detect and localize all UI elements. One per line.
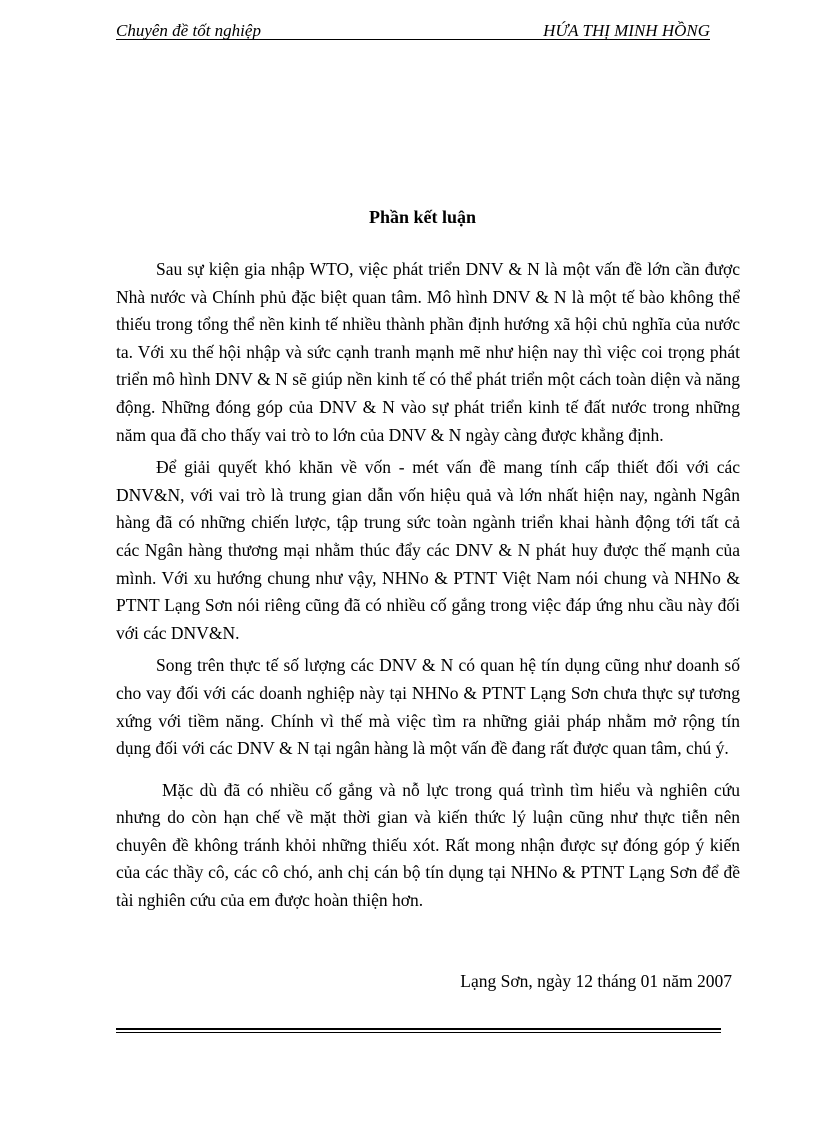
header-divider: [116, 39, 710, 40]
header-document-type: Chuyên đề tốt nghiệp: [116, 21, 261, 40]
paragraph-4: Mặc dù đã có nhiều cố gắng và nỗ lực trong quá trình tìm hiểu và nghiên cứu nhưng do còn hạn chế về mặt thời gian và kiến thức lý luận cũng như thực tiễn nên chuyên đề không tránh khỏi những thiếu xót. Rất mong nhận được sự đóng góp ý kiến của các thầy cô, các cô chó, anh chị cán bộ tín dụng tại NHNo & PTNT Lạng Sơn để đề tài nghiên cứu của em được hoàn thiện hơn.: [116, 779, 740, 911]
footer-divider: [116, 1028, 721, 1033]
paragraph-3: Song trên thực tế số lượng các DNV & N có quan hệ tín dụng cũng như doanh số cho vay đối với các doanh nghiệp này tại NHNo & PTNT Lạng Sơn chưa thực sự tương xứng với tiềm năng. Chính vì thế mà việc tìm ra những giải pháp nhằm mở rộng tín dụng đối với các DNV & N tại ngân hàng là một vấn đề đang rất được quan tâm, chú ý.: [116, 655, 740, 759]
conclusion-body: [116, 256, 740, 920]
paragraph-1: Sau sự kiện gia nhập WTO, việc phát triển DNV & N là một vấn đề lớn cần được Nhà nước và Chính phủ đặc biệt quan tâm. Mô hình DNV & N là một tế bào không thể thiếu trong tổng thể nền kinh tế nhiều thành phần định hướng xã hội chủ nghĩa của nước ta. Với xu thế hội nhập và sức cạnh tranh mạnh mẽ như hiện nay thì việc coi trọng phát triển mô hình DNV & N sẽ giúp nền kinh tế có thể phát triển một cách toàn diện và năng động. Những đóng góp của DNV & N vào sự phát triển kinh tế đất nước trong những năm qua đã cho thấy vai trò to lớn của DNV & N ngày càng được khẳng định.: [116, 259, 740, 445]
section-title: Phần kết luận: [368, 207, 477, 227]
place-date-line: Lạng Sơn, ngày 12 tháng 01 năm 2007: [460, 971, 732, 991]
header-author-name: HỨA THỊ MINH HỒNG: [543, 21, 710, 40]
paragraph-2: Để giải quyết khó khăn về vốn - mét vấn đề mang tính cấp thiết đối với các DNV&N, với vai trò là trung gian dẫn vốn hiệu quả và lớn nhất hiện nay, ngành Ngân hàng đã có những chiến lược, tập trung sức toàn ngành triển khai hành động tới tất cả các Ngân hàng thương mại nhằm thúc đẩy các DNV & N phát huy được thế mạnh của mình. Với xu hướng chung như vậy, NHNo & PTNT Việt Nam nói chung và NHNo & PTNT Lạng Sơn nói riêng cũng đã có nhiều cố gắng trong việc đáp ứng nhu cầu này đối với các DNV&N.: [116, 457, 740, 643]
